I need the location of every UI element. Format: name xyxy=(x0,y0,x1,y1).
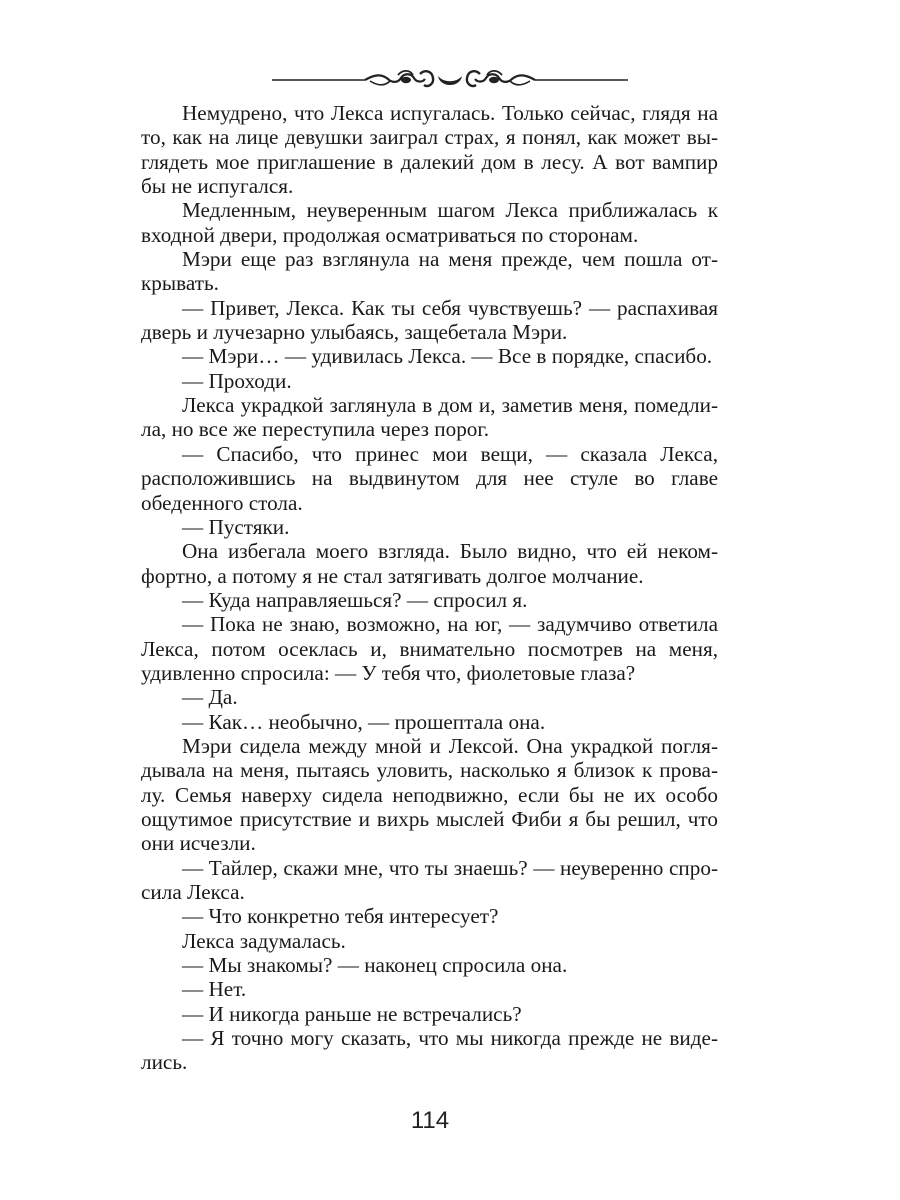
paragraph: Медленным, неуверенным шагом Лекса приближалась к входной двери, продолжая осматриваться по сторонам. xyxy=(141,198,718,247)
paragraph: — Привет, Лекса. Как ты себя чувствуешь? — распахивая дверь и лучезарно улыбаясь, защебетала Мэри. xyxy=(141,295,718,345)
paragraph: — И никогда раньше не встречались? xyxy=(182,1001,522,1026)
paragraph: — Мы знакомы? — наконец спросила она. xyxy=(182,953,568,978)
paragraph: — Я точно могу сказать, что мы никогда прежде не виделись. xyxy=(141,1026,718,1075)
paragraph: — Тайлер, скажи мне, что ты знаешь? — неуверенно спросила Лекса. xyxy=(141,855,718,904)
paragraph: — Нет. xyxy=(182,977,247,1002)
paragraph: Мэри сидела между мной и Лексой. Она украдкой поглядывала на меня, пытаясь уловить, насколько я близок к провалу. Семья наверху сидела неподвижно, если бы не их особо ощутимое присутствие и вихрь мыслей Фиби я бы решил, что они исчезли. xyxy=(141,733,718,856)
paragraph: — Пока не знаю, возможно, на юг, — задумчиво ответила Лекса, потом осеклась и, внимательно посмотрев на меня, удивленно спросила: — У тебя что, фиолетовые глаза? xyxy=(141,612,718,685)
page-number: 114 xyxy=(410,1107,450,1134)
paragraph: Мэри еще раз взглянула на меня прежде, чем пошла открывать. xyxy=(141,247,718,296)
paragraph: Лекса украдкой заглянула в дом и, заметив меня, помедлила, но все же переступила через порог. xyxy=(141,393,718,442)
paragraph: — Что конкретно тебя интересует? xyxy=(182,904,499,929)
paragraph: — Мэри… — удивилась Лекса. — Все в порядке, спасибо. xyxy=(182,344,713,369)
paragraph: Она избегала моего взгляда. Было видно, что ей некомфортно, а потому я не стал затягивать долгое молчание. xyxy=(141,539,718,588)
paragraph: — Куда направляешься? — спросил я. xyxy=(182,587,528,612)
paragraph: — Проходи. xyxy=(182,368,292,393)
body-text xyxy=(141,101,718,1075)
paragraph: — Спасибо, что принес мои вещи, — сказала Лекса, расположившись на выдвинутом для нее стуле во главе обеденного стола. xyxy=(141,441,718,515)
decorative-divider-ornament-icon xyxy=(270,66,630,94)
paragraph: — Пустяки. xyxy=(182,514,290,539)
paragraph: — Как… необычно, — прошептала она. xyxy=(182,709,546,734)
paragraph: Немудрено, что Лекса испугалась. Только сейчас, глядя на то, как на лице девушки заиграл страх, я понял, как может выглядеть мое приглашение в далекий дом в лесу. А вот вампир бы не испугался. xyxy=(141,101,718,199)
paragraph: Лекса задумалась. xyxy=(182,928,346,953)
paragraph: — Да. xyxy=(182,685,238,710)
